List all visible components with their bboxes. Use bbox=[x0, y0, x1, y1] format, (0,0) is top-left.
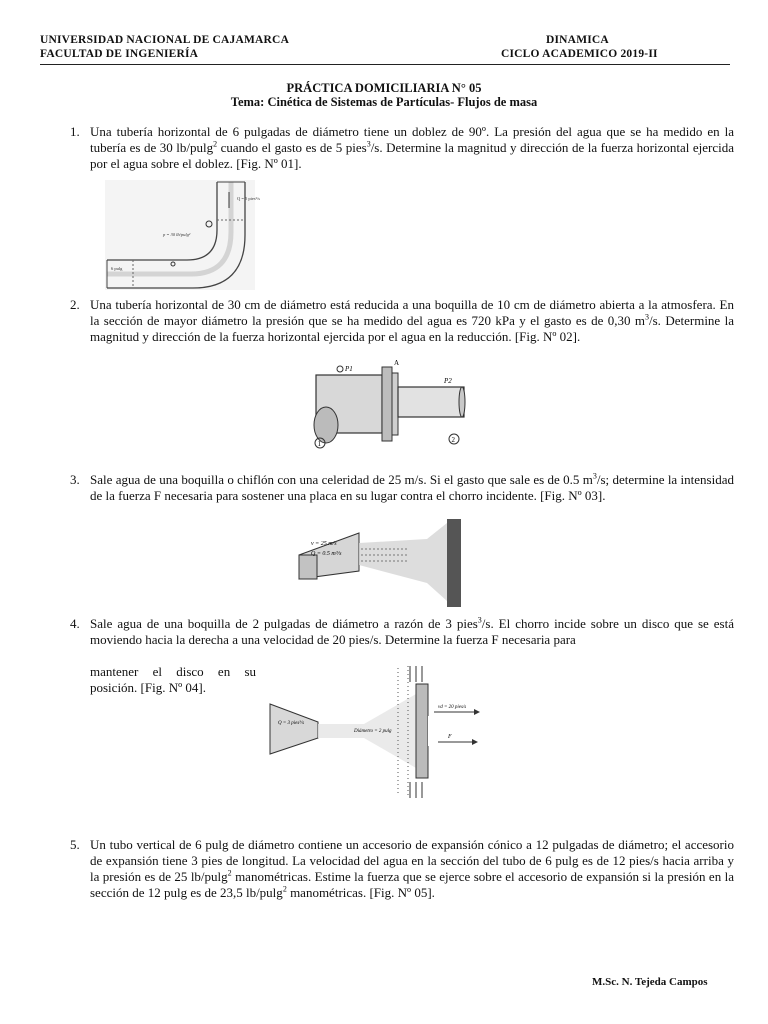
document-title: PRÁCTICA DOMICILIARIA N° 05 bbox=[286, 81, 482, 95]
svg-text:P1: P1 bbox=[345, 365, 353, 373]
problem-5-text: Un tubo vertical de 6 pulg de diámetro contiene un accesorio de expansión cónico a 12 pulgadas de diámetro; el accesorio de expansión tiene 3 pies de longitud. La velocidad del agua en la sección del tubo de 6 pulg es de 12 pies/s hacia arriba y la presión es de 25 lb/pulg$^2$ manométricas. Estime la fuerza que se ejerce sobre el accesorio de expansión si la presión en la sección de 12 pulg es de 23,5 lb/pulg$^2$ manométricas. [Fig. Nº 05]. bbox=[90, 837, 734, 900]
problem-3-text: Sale agua de una boquilla o chiflón con una celeridad de 25 m/s. Si el gasto que sale es de 0.5 $m^3/s$; determine la intensidad de la fuerza F necesaria para sostener una placa en su lugar contra el chorro incidente. [Fig. Nº 03]. bbox=[90, 471, 734, 503]
document-topic: Tema: Cinética de Sistemas de Partículas- Flujos de masa bbox=[230, 95, 538, 109]
academic-cycle: CICLO ACADEMICO 2019-II bbox=[501, 48, 658, 60]
svg-text:v = 25 m/s: v = 25 m/s bbox=[311, 541, 337, 547]
author-signature: M.Sc. N. Tejeda Campos bbox=[592, 976, 708, 988]
problem-3-number: 3. bbox=[70, 472, 80, 487]
svg-text:A: A bbox=[394, 359, 400, 367]
problem-5-number: 5. bbox=[70, 837, 80, 852]
problem-4-number: 4. bbox=[70, 616, 80, 631]
problem-4-text: Sale agua de una boquilla de 2 pulgadas de diámetro a razón de 3 pies$^3$/s. El chorro incide sobre un disco que se está moviendo hacia la derecha a una velocidad de 20 pies/s. Determine la fuerza F necesaria para bbox=[90, 615, 734, 647]
svg-text:P2: P2 bbox=[444, 377, 452, 385]
course-name: DINAMICA bbox=[546, 34, 609, 46]
problem-4-text-continued-1: mantener el disco en su bbox=[90, 664, 256, 679]
problem-2-number: 2. bbox=[70, 297, 80, 312]
faculty-name: FACULTAD DE INGENIERÍA bbox=[40, 48, 199, 60]
svg-text:Diámetro = 2 pulg: Diámetro = 2 pulg bbox=[354, 729, 392, 734]
svg-text:Q = 0.5 m³/s: Q = 0.5 m³/s bbox=[311, 551, 342, 557]
figure-1-pipe-bend bbox=[105, 180, 261, 290]
svg-text:2: 2 bbox=[451, 436, 455, 444]
svg-text:vd = 20 pies/s: vd = 20 pies/s bbox=[438, 705, 467, 710]
svg-text:Q = 5 pies³/s: Q = 5 pies³/s bbox=[237, 196, 261, 201]
figure-4-nozzle-disc bbox=[268, 664, 488, 800]
problem-1-number: 1. bbox=[70, 124, 80, 139]
svg-text:6 pulg: 6 pulg bbox=[111, 266, 123, 271]
svg-text:p = 30 lb/pulg²: p = 30 lb/pulg² bbox=[163, 232, 191, 237]
problem-4-text-continued-2: posición. [Fig. Nº 04]. bbox=[90, 680, 206, 695]
problem-2-text: Una tubería horizontal de 30 cm de diámetro está reducida a una boquilla de 10 cm de diámetro abierta a la atmosfera. En la sección de mayor diámetro la presión que se ha medido del agua es 720 kPa y el gasto es de 0,30 $m^3/s$. Determine la magnitud y dirección de la fuerza horizontal ejercida por el agua en la reducción. [Fig. Nº 02]. bbox=[90, 297, 734, 344]
university-name: UNIVERSIDAD NACIONAL DE CAJAMARCA bbox=[40, 34, 290, 46]
svg-text:Q = 3 pies³/s: Q = 3 pies³/s bbox=[278, 721, 305, 726]
figure-3-nozzle-plate bbox=[297, 519, 463, 607]
header-rule bbox=[40, 64, 730, 65]
svg-text:F: F bbox=[448, 734, 452, 740]
figure-2-pipe-reducer bbox=[312, 359, 467, 451]
problem-1-text: Una tubería horizontal de 6 pulgadas de diámetro tiene un doblez de 90º. La presión del agua que se ha medido en la tubería es de 30 lb/pulg$^2$ cuando el gasto es de 5 pies$^3$/s. Determine la magnitud y dirección de la fuerza horizontal ejercida por el agua sobre el doblez. [Fig. Nº 01]. bbox=[90, 124, 735, 171]
svg-text:1: 1 bbox=[317, 440, 321, 448]
